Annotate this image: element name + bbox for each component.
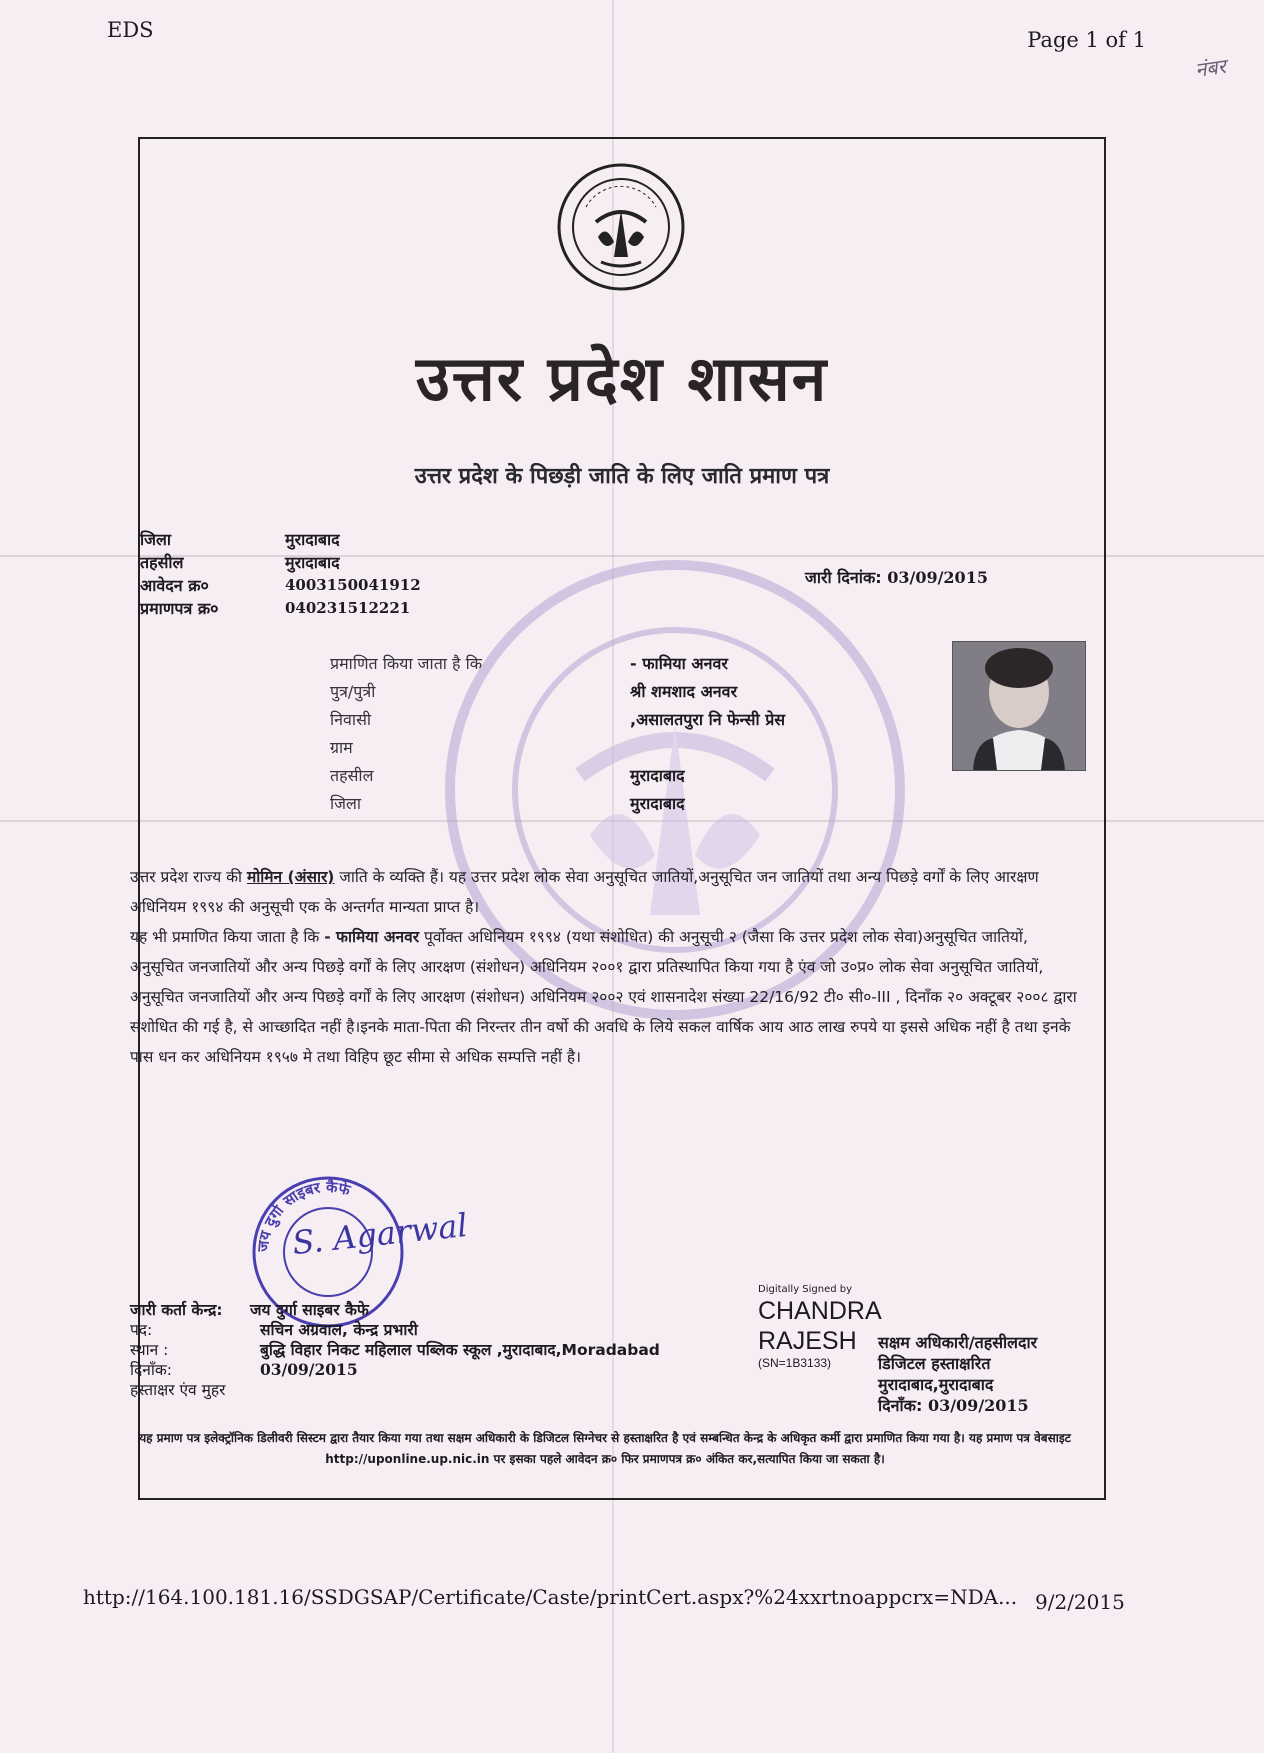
issuer-date-label: दिनाँक:: [130, 1361, 172, 1379]
person-name: - फामिया अनवर: [630, 654, 728, 673]
issuer-place-row: [130, 1340, 660, 1360]
certificate-body: [130, 862, 1082, 1072]
issuer-block: [130, 1300, 660, 1400]
officer-digital-signed: डिजिटल हस्ताक्षरित: [878, 1354, 991, 1373]
print-footer-date: 9/2/2015: [1035, 1590, 1125, 1614]
up-emblem-icon: [556, 162, 686, 292]
parent-name: श्री शमशाद अनवर: [630, 682, 738, 701]
body-p2-end: पूर्वोक्त अधिनियम १९९४ (यथा संशोधित) की अनुसूची २ (जैसा कि उत्तर प्रदेश लोक सेवा)अनुसूचित जातियों, अनुसूचित जनजातियों और अन्य पिछड़े वर्गों के लिए आरक्षण (संशोधन) अधिनियम २००१ द्वारा प्रतिस्थापित किया गया है एंव जो उ०प्र० लोक सेवा अनुसूचित जातियों, अनुसूचित जनजातियों और अन्य पिछड़े वर्गों के लिए आरक्षण (संशोधन) अधिनियम २००२ एवं शासनादेश संख्या 22/16/92 टी० सी०-III , दिनाँक २० अक्टूबर २००८ द्वारा संशोधित की गई है, से आच्छादित नहीं है।इनके माता-पिता की निरन्तर तीन वर्षो की अवधि के लिये सकल वार्षिक आय आठ लाख रुपये या इससे अधिक नहीं है तथा इनके पास धन कर अधिनियम १९५७ मे तथा विहिप छूट सीमा से अधिक सम्पत्ति नहीं है।: [130, 928, 1077, 1066]
handwritten-signature: S. Agarwal: [290, 1205, 470, 1263]
application-row: [140, 574, 421, 597]
person-tehsil-row: [330, 762, 785, 790]
issue-date-value: 03/09/2015: [887, 568, 988, 587]
caste-name: मोमिन (अंसार): [246, 868, 335, 886]
digital-signature-name: [758, 1296, 882, 1356]
certificate-number: 040231512221: [285, 599, 411, 617]
officer-date-value: 03/09/2015: [927, 1396, 1029, 1415]
resident-row: [330, 706, 785, 734]
certificate-number-row: [140, 597, 421, 620]
issuer-center-value: जय दुर्गा साइबर कैफे: [250, 1301, 369, 1319]
body-p1-end: जाति के व्यक्ति हैं। यह उत्तर प्रदेश लोक सेवा अनुसूचित जातियों,अनुसूचित जन जातियों तथा अन्य पिछड़े वर्गों के लिए आरक्षण अधिनियम १९९४ की अनुसूची एक के अन्तर्गत मान्यता प्राप्त है।: [130, 868, 1039, 916]
parent-label: पुत्र/पुत्री: [330, 682, 376, 701]
certificate-title: उत्तर प्रदेश शासन: [415, 342, 829, 415]
verification-footnote: यह प्रमाण पत्र इलेक्ट्रॉनिक डिलीवरी सिस्टम द्वारा तैयार किया गया तथा सक्षम अधिकारी के डिजिटल सिग्नेचर से हस्ताक्षरित है एवं सम्बन्धित केन्द्र के अधिकृत कर्मी द्वारा प्रमाणित किया गया है। यह प्रमाण पत्र वेबसाइट http://uponline.up.nic.in पर इसका पहले आवेदन क्र० फिर प्रमाणपत्र क्र० अंकित कर,सत्यापित किया जा सकता है।: [139, 1431, 1071, 1466]
person-district-label: जिला: [330, 794, 362, 813]
issuer-place-label: स्थान :: [130, 1341, 169, 1359]
person-district-row: [330, 790, 785, 818]
officer-date-label: दिनाँक:: [878, 1396, 923, 1415]
issuer-center-row: [130, 1300, 660, 1320]
issuer-date-value: 03/09/2015: [260, 1360, 358, 1379]
village-label: ग्राम: [330, 738, 353, 757]
officer-location: मुरादाबाद,मुरादाबाद: [878, 1375, 994, 1394]
issue-date: [805, 566, 988, 588]
body-person-name: - फामिया अनवर: [324, 928, 420, 946]
issuer-post-label: पद:: [130, 1321, 153, 1339]
applicant-photo: [952, 641, 1086, 771]
certificate-number-label: प्रमाणपत्र क्र०: [140, 599, 219, 618]
tehsil-label: तहसील: [140, 553, 184, 572]
resident-value: ,असालतपुरा नि फेन्सी प्रेस: [630, 710, 786, 729]
person-tehsil-label: तहसील: [330, 766, 374, 785]
person-name-row: [330, 650, 785, 678]
issuer-center-label: जारी कर्ता केन्द्र:: [130, 1301, 223, 1319]
issuer-sign-label: हस्ताक्षर एंव मुहर: [130, 1381, 226, 1399]
print-header-eds: EDS: [107, 18, 154, 42]
handwritten-note: नंबर: [1193, 53, 1228, 83]
issuer-post-row: [130, 1320, 660, 1340]
district-row: [140, 528, 421, 551]
village-row: [330, 734, 785, 762]
resident-label: निवासी: [330, 710, 372, 729]
application-number: 4003150041912: [285, 576, 421, 594]
issuer-date-row: [130, 1360, 660, 1380]
issue-date-label: जारी दिनांक:: [805, 568, 882, 587]
print-header-page: Page 1 of 1: [1027, 28, 1146, 52]
issuer-post-value: सचिन अग्रवाल, केन्द्र प्रभारी: [260, 1321, 418, 1339]
tehsil-value: मुरादाबाद: [285, 553, 340, 572]
digital-signature-caption: Digitally Signed by: [758, 1284, 853, 1295]
certified-label: प्रमाणित किया जाता है कि: [330, 654, 483, 673]
certificate-subtitle: उत्तर प्रदेश के पिछड़ी जाति के लिए जाति प्रमाण पत्र: [414, 464, 830, 489]
parent-row: [330, 678, 785, 706]
district-label: जिला: [140, 530, 172, 549]
issuer-place-value: बुद्धि विहार निकट महिलाल पब्लिक स्कूल ,मुरादाबाद,Moradabad: [260, 1341, 660, 1359]
digital-signature-name-line1: CHANDRA: [758, 1297, 882, 1325]
issuer-sign-row: [130, 1380, 660, 1400]
body-p1-start: उत्तर प्रदेश राज्य की: [130, 868, 247, 886]
print-footer-url: http://164.100.181.16/SSDGSAP/Certificate/Caste/printCert.aspx?%24xxrtnoappcrx=NDA...: [83, 1585, 1018, 1609]
stamp-text: जय दुर्गा साइबर कैफे: [253, 1177, 353, 1253]
person-district-value: मुरादाबाद: [630, 794, 685, 813]
officer-block: [878, 1332, 1037, 1416]
person-details: [330, 650, 785, 818]
officer-title: सक्षम अधिकारी/तहसीलदार: [878, 1333, 1038, 1352]
district-value: मुरादाबाद: [285, 530, 340, 549]
officer-date: [878, 1395, 1037, 1416]
digital-signature-name-line2: RAJESH: [758, 1327, 857, 1355]
certificate-meta: [140, 528, 421, 620]
tehsil-row: [140, 551, 421, 574]
body-p2-start: यह भी प्रमाणित किया जाता है कि: [130, 928, 325, 946]
person-tehsil-value: मुरादाबाद: [630, 766, 685, 785]
digital-signature-serial: (SN=1B3133): [758, 1356, 832, 1370]
application-label: आवेदन क्र०: [140, 576, 209, 595]
